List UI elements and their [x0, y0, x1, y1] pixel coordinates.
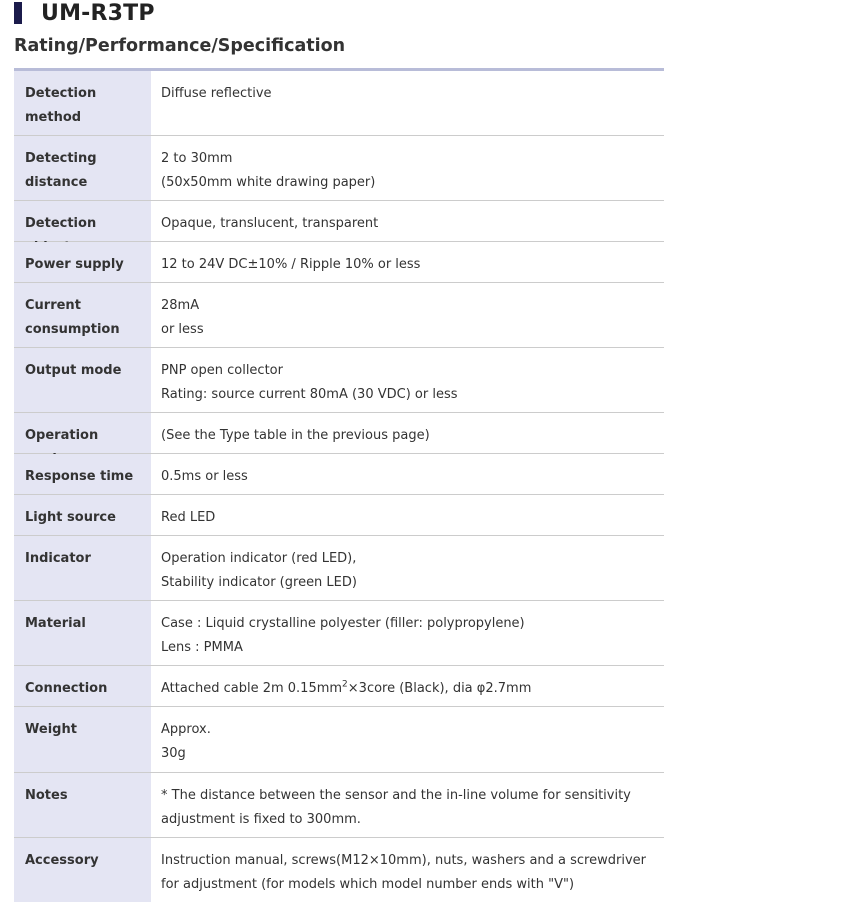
spec-value: Red LED: [161, 510, 216, 526]
spec-label: Output mode: [14, 348, 151, 412]
spec-value: * The distance between the sensor and the in-line volume for sensitivity adjustment is fixed to 300mm.: [161, 787, 631, 827]
spec-row-detection-object: [14, 201, 664, 242]
spec-label: Material: [14, 601, 151, 665]
spec-row-accessory: [14, 838, 664, 902]
spec-value: Case : Liquid crystalline polyester (filler: polypropylene) Lens : PMMA: [161, 616, 525, 656]
spec-row-operation-mode: [14, 413, 664, 454]
spec-label: Indicator: [14, 536, 151, 600]
spec-row-material: [14, 601, 664, 666]
spec-label: Current consumption: [14, 283, 151, 347]
spec-label: Light source: [14, 495, 151, 535]
spec-row-weight: [14, 707, 664, 772]
spec-value: Instruction manual, screws(M12×10mm), nuts, washers and a screwdriver for adjustment (for models which model number ends with "V"): [161, 852, 646, 892]
spec-label: Weight: [14, 707, 151, 771]
spec-row-light-source: [14, 495, 664, 536]
spec-row-power-supply: [14, 242, 664, 283]
spec-row-indicator: [14, 536, 664, 601]
spec-label: Accessory: [14, 838, 151, 902]
spec-row-current-consumption: [14, 283, 664, 348]
spec-value: Approx. 30g: [161, 722, 211, 762]
spec-value: 0.5ms or less: [161, 469, 248, 485]
spec-table: [14, 68, 664, 902]
spec-label: Connection: [14, 666, 151, 706]
spec-label: Detection method: [14, 71, 151, 135]
spec-value: Opaque, translucent, transparent: [161, 215, 379, 231]
spec-label: Operation: [14, 413, 151, 453]
spec-value: Diffuse reflective: [161, 86, 272, 101]
spec-value: 28mA or less: [161, 297, 204, 337]
spec-value: Attached cable 2m $0.15mm^2\times 3core$ (Black), dia φ2.7mm: [161, 680, 532, 697]
spec-row-detecting-distance: [14, 136, 664, 201]
spec-row-connection: [14, 666, 664, 707]
section-title: Rating/Performance/Specification: [14, 36, 346, 56]
spec-row-output-mode: [14, 348, 664, 413]
spec-value: (See the Type table in the previous page): [161, 428, 430, 444]
spec-label: Detection: [14, 201, 151, 241]
model-name: UM-R3TP: [41, 0, 155, 26]
spec-label: Response time: [14, 454, 151, 494]
spec-label: Notes: [14, 773, 151, 837]
spec-value: Operation indicator (red LED), Stability indicator (green LED): [161, 551, 357, 591]
spec-label: Power supply: [14, 242, 151, 282]
model-title: [14, 0, 155, 26]
spec-value: 2 to 30mm (50x50mm white drawing paper): [161, 150, 376, 190]
spec-label: Detecting distance: [14, 136, 151, 200]
spec-row-notes: [14, 773, 664, 838]
spec-value: PNP open collector Rating: source current 80mA (30 VDC) or less: [161, 362, 458, 402]
spec-value: 12 to 24V DC±10% / Ripple 10% or less: [161, 256, 421, 272]
spec-row-detection-method: [14, 71, 664, 136]
title-accent-bar: [14, 2, 22, 24]
spec-row-response-time: [14, 454, 664, 495]
